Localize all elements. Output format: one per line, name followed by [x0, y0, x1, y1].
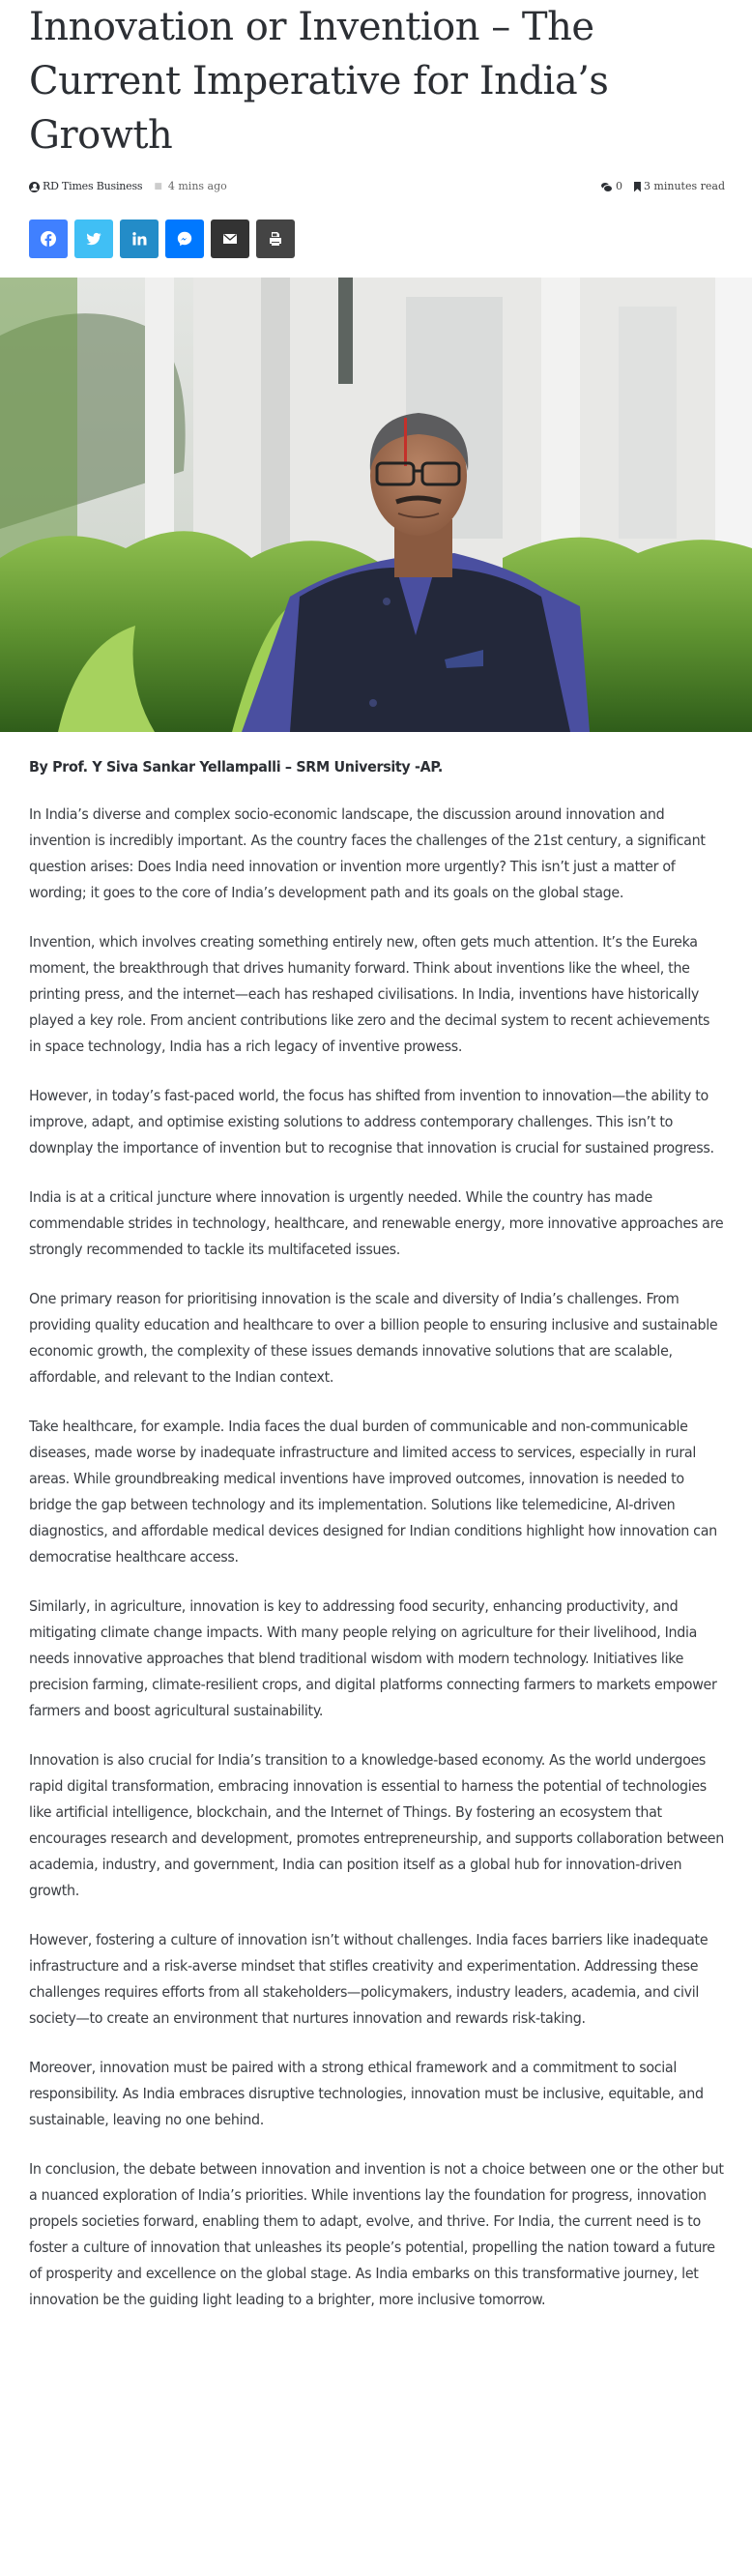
share-linkedin-button[interactable] — [120, 220, 159, 258]
comments-count[interactable]: 0 — [615, 180, 622, 192]
paragraph: One primary reason for prioritising innovation is the scale and diversity of India’s challenges. From providing quality education and healthcare to over a billion people to ensuring inclusive and sustainable economic growth, the complexity of these issues demands innovative solutions that are scalable, affordable, and relevant to the Indian context. — [29, 1290, 718, 1386]
article-body — [29, 754, 725, 2336]
read-time: 3 minutes read — [643, 180, 725, 192]
linkedin-icon — [131, 231, 147, 247]
article-title: Innovation or Invention – The Current Imperative for India’s Growth — [29, 5, 609, 158]
share-buttons — [29, 220, 295, 258]
share-messenger-button[interactable] — [165, 220, 204, 258]
paragraph: Innovation is also crucial for India’s transition to a knowledge-based economy. As the world undergoes rapid digital transformation, embracing innovation is essential to harness the potential of technologies like artificial intelligence, blockchain, and the Internet of Things. By fostering an ecosystem that encourages research and development, promotes entrepreneurship, and supports collaboration between academia, industry, and government, India can position itself as a global hub for innovation-driven growth. — [29, 1751, 724, 1899]
article-byline: By Prof. Y Siva Sankar Yellampalli – SRM University -AP. — [29, 758, 443, 776]
print-button[interactable] — [256, 220, 295, 258]
facebook-icon — [41, 231, 56, 247]
print-icon — [268, 231, 283, 247]
paragraph: India is at a critical juncture where innovation is urgently needed. While the country has made commendable strides in technology, healthcare, and renewable energy, more innovative approaches are strongly recommended to tackle its multifaceted issues. — [29, 1188, 724, 1258]
meta-separator: ■ — [154, 182, 162, 191]
portrait-photo — [0, 278, 752, 732]
author-link[interactable]: RD Times Business — [43, 180, 143, 192]
share-email-button[interactable] — [211, 220, 249, 258]
user-icon — [29, 182, 40, 192]
share-twitter-button[interactable] — [74, 220, 113, 258]
post-meta — [29, 176, 725, 197]
paragraph: However, fostering a culture of innovation isn’t without challenges. India faces barriers like inadequate infrastructure and a risk-averse mindset that stifles creativity and experimentation. Addressing these challenges requires efforts from all stakeholders—policymakers, industry leaders, academia, and civil society—to create an environment that nurtures innovation and rewards risk-taking. — [29, 1931, 709, 2027]
paragraph: However, in today’s fast-paced world, the focus has shifted from invention to innovation—the ability to improve, adapt, and optimise existing solutions to address contemporary challenges. This isn’t to downplay the importance of invention but to recognise that innovation is crucial for sustained progress. — [29, 1087, 714, 1156]
paragraph: Moreover, innovation must be paired with a strong ethical framework and a commitment to social responsibility. As India embraces disruptive technologies, innovation must be inclusive, equitable, and sustainable, leaving no one behind. — [29, 2059, 704, 2128]
paragraph: In conclusion, the debate between innovation and invention is not a choice between one or the other but a nuanced exploration of India’s priorities. While inventions lay the foundation for progress, innovation propels societies forward, enabling them to adapt, evolve, and thrive. For India, the current need is to foster a culture of innovation that unleashes its people’s potential, propelling the nation toward a future of prosperity and excellence on the global stage. As India embarks on this transformative journey, let innovation be the guiding light leading to a brighter, more inclusive tomorrow. — [29, 2160, 724, 2308]
twitter-icon — [86, 231, 101, 247]
envelope-icon — [222, 231, 238, 247]
paragraph: Invention, which involves creating something entirely new, often gets much attention. It’s the Eureka moment, the breakthrough that drives humanity forward. Think about inventions like the wheel, the printing press, and the internet—each has reshaped civilisations. In India, inventions have historically played a key role. From ancient contributions like zero and the decimal system to recent achievements in space technology, India has a rich legacy of inventive prowess. — [29, 933, 710, 1055]
bookmark-icon — [634, 182, 641, 192]
featured-image — [0, 278, 752, 732]
paragraph: Similarly, in agriculture, innovation is key to addressing food security, enhancing productivity, and mitigating climate change impacts. With many people relying on agriculture for their livelihood, India needs innovative approaches that blend traditional wisdom with modern technology. Initiatives like precision farming, climate-resilient crops, and digital platforms connecting farmers to markets empower farmers and boost agricultural sustainability. — [29, 1597, 717, 1719]
paragraph: Take healthcare, for example. India faces the dual burden of communicable and non-communicable diseases, made worse by inadequate infrastructure and limited access to services, especially in rural areas. While groundbreaking medical inventions have improved outcomes, innovation is needed to bridge the gap between technology and its implementation. Solutions like telemedicine, AI-driven diagnostics, and affordable medical devices designed for Indian conditions highlight how innovation can democratise healthcare access. — [29, 1418, 717, 1566]
paragraph: In India’s diverse and complex socio-economic landscape, the discussion around innovation and invention is incredibly important. As the country faces the challenges of the 21st century, a significant question arises: Does India need innovation or invention more urgently? This isn’t just a matter of wording; it goes to the core of India’s development path and its goals on the global stage. — [29, 805, 706, 901]
share-facebook-button[interactable] — [29, 220, 68, 258]
comments-icon — [601, 183, 612, 191]
post-date: 4 mins ago — [167, 180, 227, 192]
messenger-icon — [177, 231, 192, 247]
